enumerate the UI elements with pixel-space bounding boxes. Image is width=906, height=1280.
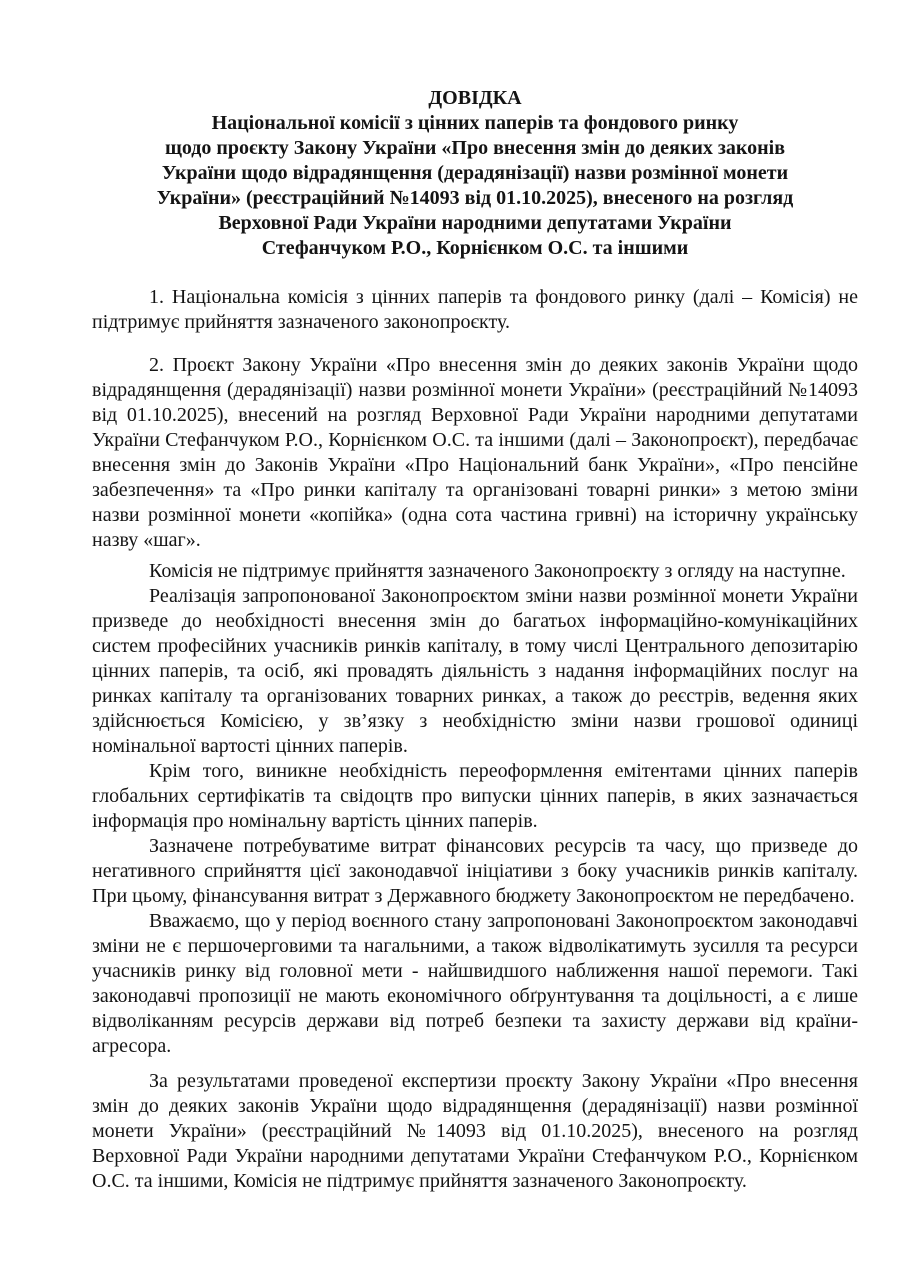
title-line-doc-type: ДОВІДКА xyxy=(428,87,522,109)
paragraph-7-wartime-priorities: Вважаємо, що у період воєнного стану запропоновані Законопроєктом законодавчі зміни не є першочерговими та нагальними, а також відволікатимуть зусилля та ресурси учасників ринку від головної мети - найшвидшого наближення нашої перемоги. Такі законодавчі пропозиції не мають економічного обґрунтування та доцільності, а є лише відволіканням ресурсів держави від потреб безпеки та захисту держави від країни-агресора. xyxy=(92,910,858,1057)
title-line-commission: Національної комісії з цінних паперів та фондового ринку xyxy=(211,112,739,134)
paragraph-8-conclusion: За результатами проведеної експертизи проєкту Закону України «Про внесення змін до деяких законів України щодо відрадянщення (дерадянізації) назви розмінної монети України» (реєстраційний №14093 від 01.10.2025), внесеного на розгляд Верховної Ради України народними депутатами України Стефанчуком Р.О., Корнієнком О.С. та іншими, Комісія не підтримує прийняття зазначеного Законопроєкту. xyxy=(92,1070,858,1192)
title-line-parliament: Верховної Ради України народними депутатами України xyxy=(218,212,732,234)
paragraph-4-systems-impact: Реалізація запропонованої Законопроєктом зміни назви розмінної монети України призведе до необхідності внесення змін до багатьох інформаційно-комунікаційних систем професійних учасників ринків капіталу, в тому числі Центрального депозитарію цінних паперів, та осіб, які провадять діяльність з надання інформаційних послуг на ринках капіталу та організованих товарних ринках, а також до реєстрів, ведення яких здійснюється Комісією, у зв’язку з необхідністю зміни назви грошової одиниці номінальної вартості цінних паперів. xyxy=(92,585,858,757)
title-line-subject-1: щодо проєкту Закону України «Про внесення змін до деяких законів xyxy=(164,137,786,159)
paragraph-2-bill-description: 2. Проєкт Закону України «Про внесення змін до деяких законів України щодо відрадянщення (дерадянізації) назви розмінної монети України» (реєстраційний №14093 від 01.10.2025), внесений на розгляд Верховної Ради України народними депутатами України Стефанчуком Р.О., Корнієнком О.С. та іншими (далі – Законопроєкт), передбачає внесення змін до Законів України «Про Національний банк України», «Про пенсійне забезпечення» та «Про ринки капіталу та організовані товарні ринки» з метою зміни назви розмінної монети «копійка» (одна сота частина гривні) на історичну українську назву «шаг». xyxy=(92,354,858,551)
document-title xyxy=(92,86,858,261)
paragraph-3-non-support-intro: Комісія не підтримує прийняття зазначеного Законопроєкту з огляду на наступне. xyxy=(149,560,846,582)
paragraph-5-certificates: Крім того, виникне необхідність переоформлення емітентами цінних паперів глобальних сертифікатів та свідоцтв про випуски цінних паперів, в яких зазначається інформація про номінальну вартість цінних паперів. xyxy=(92,760,858,832)
paragraph-1-position: 1. Національна комісія з цінних паперів та фондового ринку (далі – Комісія) не підтримує прийняття зазначеного законопроєкту. xyxy=(92,286,858,333)
title-line-registration: України» (реєстраційний №14093 від 01.10.2025), внесеного на розгляд xyxy=(156,187,794,209)
paragraph-6-costs: Зазначене потребуватиме витрат фінансових ресурсів та часу, що призведе до негативного сприйняття цієї законодавчої ініціативи з боку учасників ринків капіталу. При цьому, фінансування витрат з Державного бюджету Законопроєктом не передбачено. xyxy=(92,835,858,907)
title-line-deputies: Стефанчуком Р.О., Корнієнком О.С. та іншими xyxy=(261,237,689,259)
document-body xyxy=(92,285,858,1194)
title-line-subject-2: України щодо відрадянщення (дерадянізації) назви розмінної монети xyxy=(161,162,789,184)
